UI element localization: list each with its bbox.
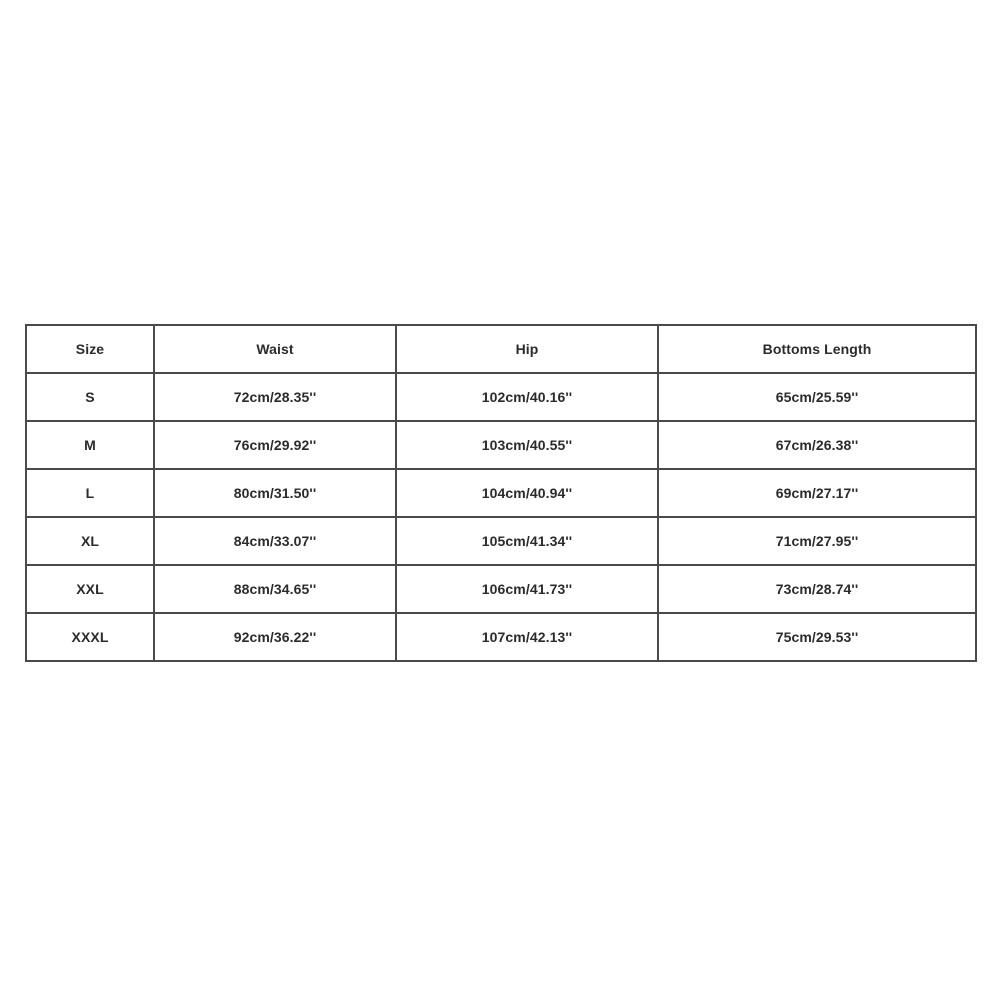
table-row xyxy=(26,613,976,661)
bottoms-length-cell: 71cm/27.95'' xyxy=(658,517,976,565)
table-row xyxy=(26,517,976,565)
size-cell: M xyxy=(26,421,154,469)
bottoms-length-cell: 73cm/28.74'' xyxy=(658,565,976,613)
hip-cell: 107cm/42.13'' xyxy=(396,613,658,661)
waist-cell: 72cm/28.35'' xyxy=(154,373,396,421)
size-chart-table xyxy=(25,324,977,662)
table-row xyxy=(26,565,976,613)
bottoms-length-cell: 65cm/25.59'' xyxy=(658,373,976,421)
waist-cell: 92cm/36.22'' xyxy=(154,613,396,661)
waist-cell: 80cm/31.50'' xyxy=(154,469,396,517)
header-bottoms-length: Bottoms Length xyxy=(658,325,976,373)
size-cell: L xyxy=(26,469,154,517)
header-hip: Hip xyxy=(396,325,658,373)
hip-cell: 105cm/41.34'' xyxy=(396,517,658,565)
waist-cell: 76cm/29.92'' xyxy=(154,421,396,469)
hip-cell: 103cm/40.55'' xyxy=(396,421,658,469)
bottoms-length-cell: 67cm/26.38'' xyxy=(658,421,976,469)
table-header-row xyxy=(26,325,976,373)
table-row xyxy=(26,469,976,517)
table-row xyxy=(26,421,976,469)
waist-cell: 88cm/34.65'' xyxy=(154,565,396,613)
size-cell: XXXL xyxy=(26,613,154,661)
bottoms-length-cell: 69cm/27.17'' xyxy=(658,469,976,517)
header-waist: Waist xyxy=(154,325,396,373)
bottoms-length-cell: 75cm/29.53'' xyxy=(658,613,976,661)
hip-cell: 102cm/40.16'' xyxy=(396,373,658,421)
header-size: Size xyxy=(26,325,154,373)
waist-cell: 84cm/33.07'' xyxy=(154,517,396,565)
hip-cell: 104cm/40.94'' xyxy=(396,469,658,517)
table-row xyxy=(26,373,976,421)
size-cell: XL xyxy=(26,517,154,565)
size-cell: S xyxy=(26,373,154,421)
size-cell: XXL xyxy=(26,565,154,613)
hip-cell: 106cm/41.73'' xyxy=(396,565,658,613)
